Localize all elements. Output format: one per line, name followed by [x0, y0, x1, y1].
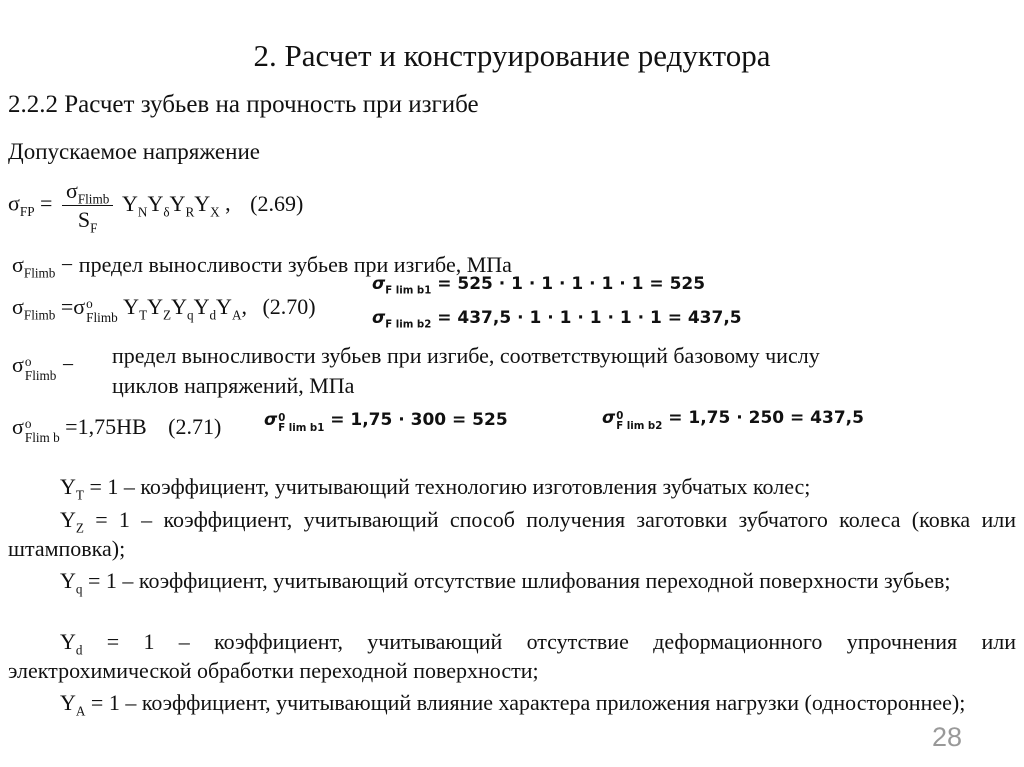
- formula-2-71: σ o Flim b =1,75HB (2.71): [12, 414, 222, 445]
- equation-number: (2.69): [250, 190, 304, 216]
- calc-sigma-flim-b1: $\sigma_{F lim b1} = 525 \cdot 1 \cdot 1 \cdot 1 \cdot 1 \cdot 1 = 525$: [372, 274, 706, 297]
- y-factors: $Y_NY_\delta Y_RY_X$: [122, 190, 220, 219]
- calc-sigma0-flim-b2: σ 0 F lim b2 = 1,75 · 250 = 437,5: [602, 408, 864, 432]
- calc-sigma0-flim-b1: σ 0 F lim b1 = 1,75 · 300 = 525: [264, 410, 508, 434]
- page-number: 28: [931, 722, 962, 752]
- section-heading: 2.2.2 Расчет зубьев на прочность при изгибе: [8, 91, 479, 118]
- coefficient-ya: $Y_A = 1$ – коэффициент, учитывающий влияние характера приложения нагрузки (одностороннее);: [60, 690, 966, 719]
- calc-sigma-flim-b2: $\sigma_{F lim b2} = 437,5 \cdot 1 \cdot 1 \cdot 1 \cdot 1 \cdot 1 = 437,5$: [372, 308, 742, 331]
- formula-2-69: $\sigma_{FP}$ = $\frac{\sigma_{Flimb}}{S_F}$ $Y_NY_\delta Y_RY_X$ , (2.69): [8, 178, 304, 236]
- equation-number: (2.70): [262, 294, 316, 319]
- formula-2-70: $\sigma_{Flimb} =\sigma$ o Flimb $Y_TY_ZY_qY_dY_A$, (2.70): [12, 294, 316, 325]
- coefficient-yz: $Y_Z = 1$ – коэффициент, учитывающий способ получения заготовки зубчатого колеса (ковка или штамповка);: [8, 507, 1016, 561]
- definition-sigma0-text: предел выносливости зубьев при изгибе, соответствующий базовому числу циклов напряжений, МПа: [112, 343, 820, 398]
- equation-number: (2.71): [168, 414, 222, 439]
- definition-sigma-flimb: $\sigma_{Flimb}$ − предел выносливости зубьев при изгибе, МПа: [12, 252, 512, 281]
- fraction: $\frac{\sigma_{Flimb}}{S_F}$: [62, 178, 113, 233]
- definition-sigma0-flimb: σ o Flimb −: [12, 352, 75, 383]
- slide-title: 2. Расчет и конструирование редуктора: [253, 38, 771, 73]
- coefficient-yd: $Y_d = 1$ – коэффициент, учитывающий отсутствие деформационного упрочнения или электрохимической обработки переходной поверхности;: [8, 629, 1016, 683]
- coefficient-yq: $Y_q = 1$ – коэффициент, учитывающий отсутствие шлифования переходной поверхности зубьев;: [60, 568, 951, 597]
- coefficient-yt: $Y_T = 1$ – коэффициент, учитывающий технологию изготовления зубчатых колес;: [60, 474, 811, 503]
- subsection-heading: Допускаемое напряжение: [8, 139, 260, 164]
